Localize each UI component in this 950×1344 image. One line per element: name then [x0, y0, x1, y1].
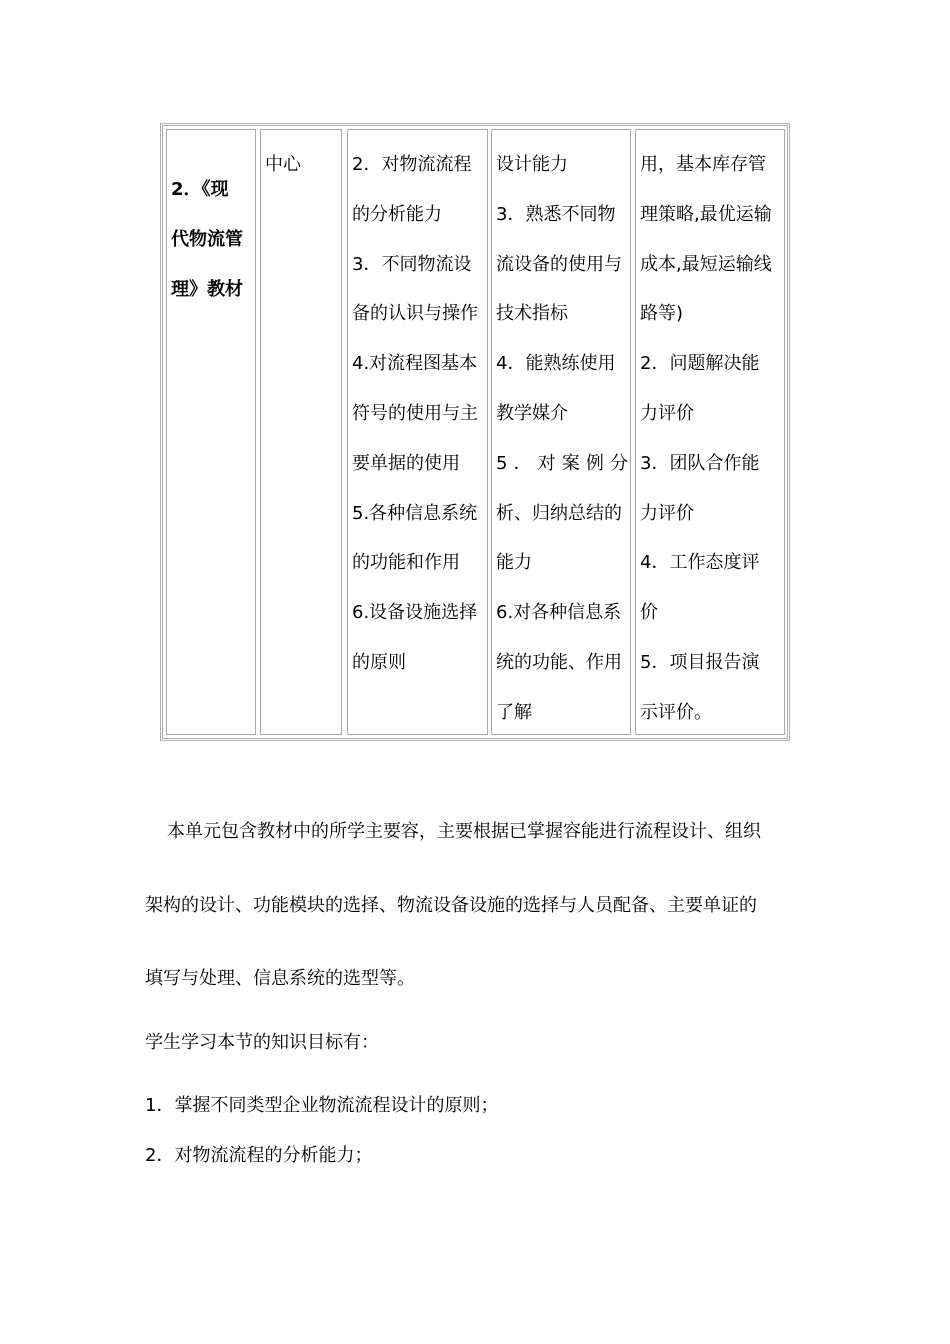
- cell-line: 6.对各种信息系: [496, 602, 622, 624]
- cell-line: 4．工作态度评: [640, 552, 760, 574]
- cell-line: 3．团队合作能: [640, 452, 760, 474]
- cell-line: 技术指标: [496, 303, 568, 325]
- cell-line: 代物流管: [171, 228, 243, 250]
- cell-line: 2．《现: [171, 179, 229, 200]
- cell-line: 能力: [496, 552, 532, 574]
- objective-item: 2．对物流流程的分析能力；: [145, 1145, 373, 1166]
- cell-line: 析、归纳总结的: [496, 502, 622, 524]
- table-cell-textbook: [166, 129, 256, 735]
- cell-line: 流设备的使用与: [496, 253, 622, 275]
- cell-line: 路等): [640, 303, 684, 325]
- cell-line: 5．项目报告演: [640, 651, 760, 673]
- paragraph-line: 填写与处理、信息系统的选型等。: [145, 968, 415, 989]
- cell-line: 6.设备设施选择: [352, 602, 478, 624]
- cell-line: 要单据的使用: [352, 452, 460, 474]
- cell-line: 教学媒介: [496, 402, 568, 424]
- cell-line: 备的认识与操作: [352, 303, 478, 325]
- cell-line: 理》教材: [171, 278, 243, 300]
- cell-line: 力评价: [640, 502, 694, 524]
- table-cell-skills: [491, 129, 631, 735]
- cell-line: 示评价。: [640, 701, 712, 723]
- cell-line: 统的功能、作用: [496, 651, 622, 673]
- table-cell-center: [260, 129, 342, 735]
- cell-line: 5.各种信息系统: [352, 502, 478, 524]
- cell-line: 2．对物流流程: [352, 154, 472, 175]
- section-intro: 学生学习本节的知识目标有：: [145, 1032, 379, 1053]
- cell-line: 中心: [265, 154, 301, 175]
- cell-line: 设计能力: [496, 154, 568, 175]
- cell-line: 理策略,最优运输: [640, 203, 772, 225]
- cell-line: 成本,最短运输线: [640, 253, 772, 275]
- cell-line: 的分析能力: [352, 203, 442, 225]
- cell-line: 了解: [496, 701, 532, 723]
- cell-line-justified: 5 ． 对 案 例 分: [496, 452, 628, 474]
- cell-line: 价: [640, 602, 658, 624]
- cell-line: 用，基本库存管: [640, 154, 766, 175]
- table-cell-evaluation: [635, 129, 785, 735]
- cell-line: 3．熟悉不同物: [496, 203, 616, 225]
- paragraph-line: 架构的设计、功能模块的选择、物流设备设施的选择与人员配备、主要单证的: [145, 895, 757, 916]
- objective-item: 1．掌握不同类型企业物流流程设计的原则；: [145, 1095, 499, 1116]
- cell-line: 符号的使用与主: [352, 402, 478, 424]
- cell-line: 力评价: [640, 402, 694, 424]
- cell-line: 3．不同物流设: [352, 253, 472, 275]
- paragraph-line: 本单元包含教材中的所学主要容，主要根据已掌握容能进行流程设计、组织: [167, 821, 761, 842]
- table-cell-knowledge: [347, 129, 488, 735]
- cell-line: 2．问题解决能: [640, 353, 760, 375]
- cell-line: 4.对流程图基本: [352, 353, 478, 375]
- cell-line: 4．能熟练使用: [496, 353, 616, 375]
- cell-line: 的功能和作用: [352, 552, 460, 574]
- cell-line: 的原则: [352, 651, 406, 673]
- curriculum-table: [160, 123, 790, 741]
